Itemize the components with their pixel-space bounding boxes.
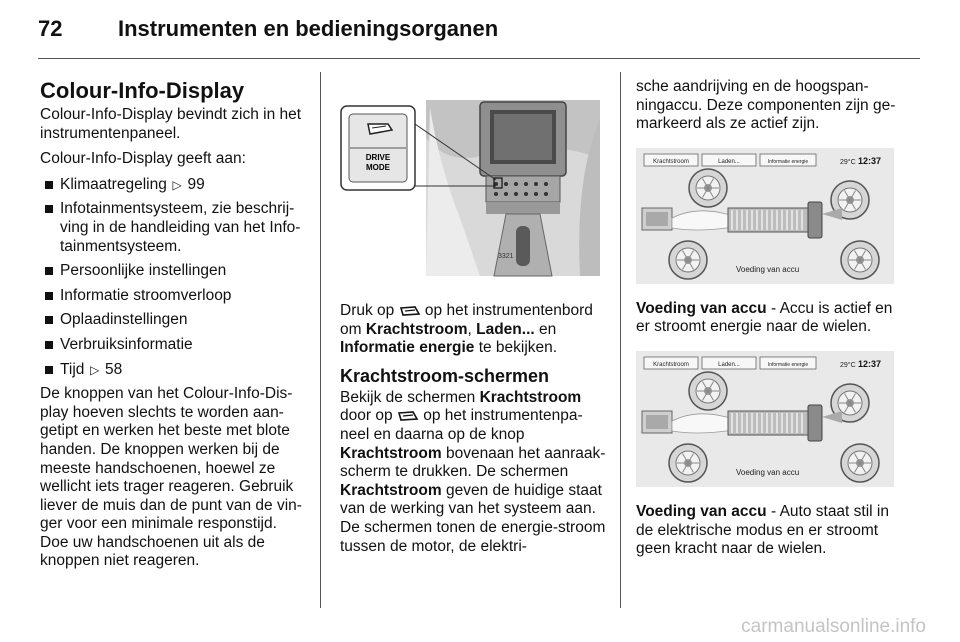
- page-title: Instrumenten en bedieningsorganen: [118, 16, 499, 41]
- intro-paragraph: Colour-Info-Display bevindt zich in het instrumentenpaneel.: [40, 106, 302, 142]
- sub-heading: Krachtstroom-schermen: [340, 365, 550, 386]
- page-ref: 58: [105, 360, 123, 378]
- list-item: Informatie stroomverloop: [40, 287, 306, 306]
- energy-button-icon: [397, 410, 419, 422]
- page-header: [0, 0, 960, 60]
- svg-text:Krachtstroom: Krachtstroom: [653, 158, 689, 165]
- page-ref-icon: ▷: [172, 177, 182, 192]
- feature-list: [40, 176, 306, 379]
- svg-text:Krachtstroom: Krachtstroom: [653, 361, 689, 368]
- screen-caption: Voeding van accu: [736, 264, 800, 274]
- bullet-square-icon: [45, 292, 53, 300]
- column-divider-1: [320, 72, 321, 608]
- screen-time: 12:37: [858, 358, 882, 369]
- column-1: [40, 78, 306, 578]
- screen-time: 12:37: [858, 155, 882, 166]
- svg-text:Laden...: Laden...: [718, 361, 740, 368]
- screen-temp: 29°C: [840, 361, 856, 369]
- battery-icon: [728, 411, 808, 435]
- power-flow-paragraph: Bekijk de schermen Krachtstroom door op op het instrumentenpa-neel en daarna op de knop Krachtstroom bovenaan het aanraak-scherm te drukken. De schermen Krachtstroom geven de huidige staat van de werking van het systeem aan. De schermen tonen de energie-stroom tussen de motor, de elektri-: [340, 388, 606, 555]
- list-item: Klimaatregeling ▷ 99: [40, 176, 306, 195]
- press-button-paragraph: Druk op op het instrumentenbord om Krachtstroom, Laden... en Informatie energie te bekijken.: [340, 302, 593, 357]
- page-ref: 99: [187, 175, 205, 193]
- power-flow-screen-1: [636, 148, 894, 284]
- list-item: Verbruiksinformatie: [40, 336, 306, 355]
- svg-text:Informatie energie: Informatie energie: [767, 361, 809, 368]
- list-item: Persoonlijke instellingen: [40, 262, 306, 281]
- bullet-square-icon: [45, 341, 53, 349]
- page-number: 72: [38, 16, 63, 41]
- bullet-square-icon: [45, 205, 53, 213]
- list-item: Infotainmentsysteem, zie beschrij-ving in de handleiding van het Info-tainmentsysteem.: [40, 200, 306, 256]
- bullet-square-icon: [45, 267, 53, 275]
- image-code: 3321: [498, 253, 514, 260]
- power-flow-screen-2: [636, 351, 894, 487]
- components-paragraph: sche aandrijving en de hoogspan-ningaccu. Deze componenten zijn ge-markeerd als ze actief zijn.: [636, 78, 896, 133]
- bullet-square-icon: [45, 181, 53, 189]
- list-item: Tijd ▷ 58: [40, 361, 306, 380]
- caption-1: Voeding van accu - Accu is actief en er stroomt energie naar de wielen.: [636, 299, 893, 336]
- screen-temp: 29°C: [840, 158, 856, 166]
- drive-mode-label-2: MODE: [366, 163, 390, 172]
- column-divider-2: [620, 72, 621, 608]
- page-ref-icon: ▷: [90, 362, 100, 377]
- dashboard-illustration: [340, 98, 602, 278]
- header-rule: [38, 58, 920, 59]
- list-item: Oplaadinstellingen: [40, 311, 306, 330]
- energy-button-icon: [399, 305, 421, 317]
- screen-caption: Voeding van accu: [736, 467, 800, 477]
- drive-mode-label-1: DRIVE: [365, 153, 391, 162]
- column-2: [340, 98, 606, 563]
- bullet-square-icon: [45, 316, 53, 324]
- svg-text:Informatie energie: Informatie energie: [767, 158, 809, 165]
- column-3: [636, 78, 908, 566]
- buttons-paragraph: De knoppen van het Colour-Info-Dis-play hoeven slechts te worden aan-getipt en werken het beste met blote handen. De knoppen werken bij de meeste handschoenen, hoewel ze wellicht iets trager reageren. Gebruik liever de muis dan de punt van de vin-ger voor een minimale responstijd. Doe uw handschoenen uit als de knoppen niet reageren.: [40, 385, 302, 570]
- bullet-square-icon: [45, 366, 53, 374]
- section-heading: Colour-Info-Display: [40, 78, 245, 103]
- display-shows-paragraph: Colour-Info-Display geeft aan:: [40, 150, 246, 168]
- battery-icon: [728, 208, 808, 232]
- svg-text:Laden...: Laden...: [718, 158, 740, 165]
- watermark: carmanualsonline.info: [741, 616, 926, 637]
- caption-2: Voeding van accu - Auto staat stil in de elektrische modus en er stroomt geen kracht naar de wielen.: [636, 502, 889, 558]
